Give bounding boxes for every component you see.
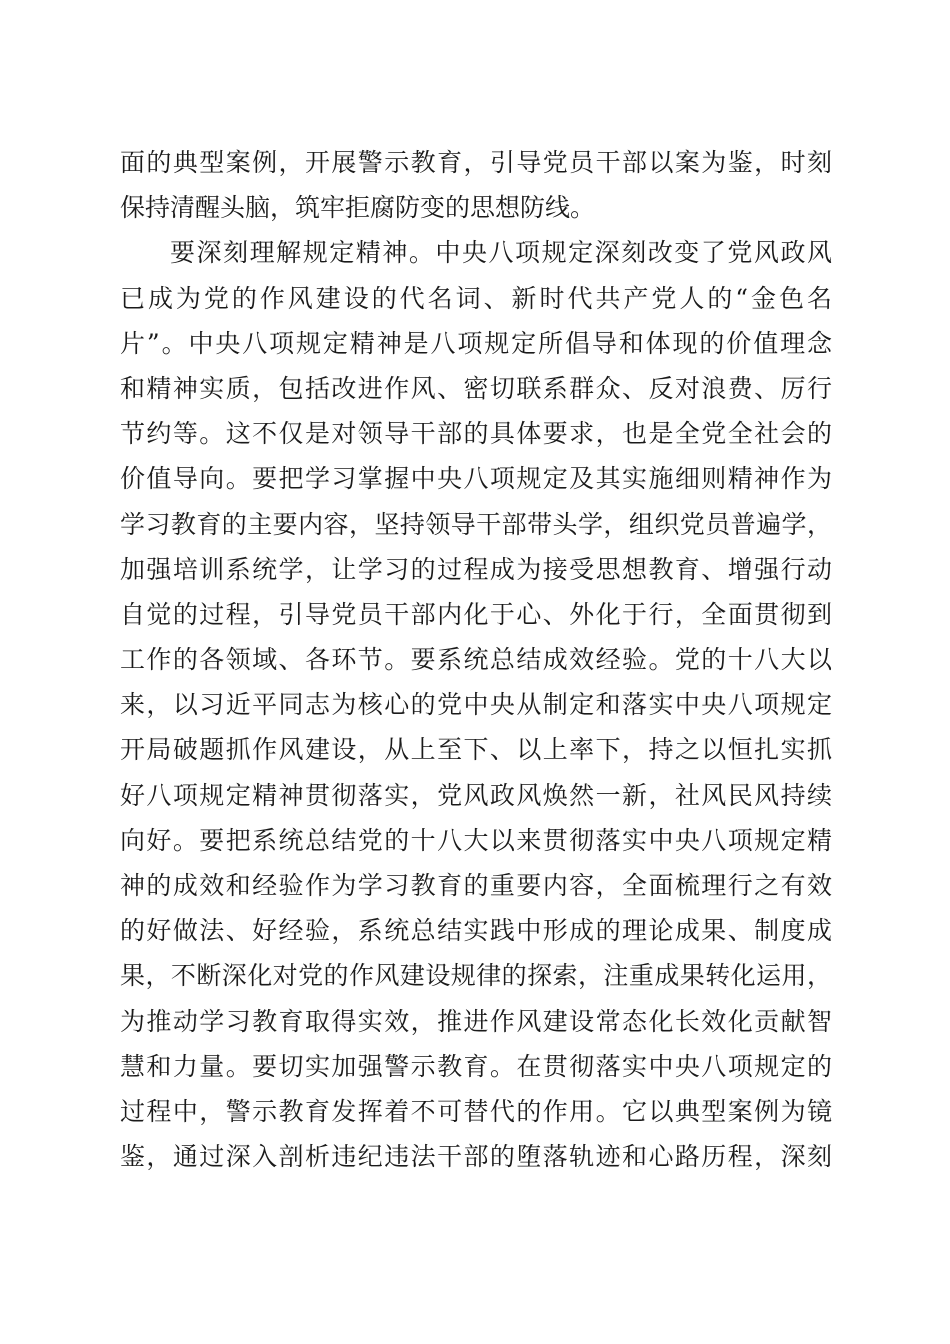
text-line: 保持清醒头脑，筑牢拒腐防变的思想防线。 bbox=[120, 193, 596, 223]
body-text bbox=[120, 140, 832, 1179]
text-line: 面的典型案例，开展警示教育，引导党员干部以案为鉴，时刻 bbox=[120, 148, 832, 177]
text-line: 果，不断深化对党的作风建设规律的探索，注重成果转化运用， bbox=[120, 961, 832, 991]
text-line: 工作的各领域、各环节。要系统总结成效经验。党的十八大以 bbox=[120, 645, 832, 675]
text-line: 已成为党的作风建设的代名词、新时代共产党人的“金色名 bbox=[120, 283, 832, 313]
text-line: 节约等。这不仅是对领导干部的具体要求，也是全党全社会的 bbox=[120, 419, 832, 449]
text-line: 过程中，警示教育发挥着不可替代的作用。它以典型案例为镜 bbox=[120, 1096, 832, 1126]
text-line: 加强培训系统学，让学习的过程成为接受思想教育、增强行动 bbox=[120, 554, 832, 584]
text-line: 鉴，通过深入剖析违纪违法干部的堕落轨迹和心路历程，深刻 bbox=[120, 1142, 832, 1172]
text-line: 来，以习近平同志为核心的党中央从制定和落实中央八项规定 bbox=[120, 690, 832, 720]
text-line: 片”。中央八项规定精神是八项规定所倡导和体现的价值理念 bbox=[120, 328, 832, 358]
text-line: 为推动学习教育取得实效，推进作风建设常态化长效化贡献智 bbox=[120, 1006, 832, 1036]
text-line: 要深刻理解规定精神。中央八项规定深刻改变了党风政风 bbox=[170, 238, 832, 268]
text-line: 神的成效和经验作为学习教育的重要内容，全面梳理行之有效 bbox=[120, 871, 832, 900]
text-line: 慧和力量。要切实加强警示教育。在贯彻落实中央八项规定的 bbox=[120, 1051, 832, 1081]
text-line: 自觉的过程，引导党员干部内化于心、外化于行，全面贯彻到 bbox=[120, 599, 832, 629]
text-line: 价值导向。要把学习掌握中央八项规定及其实施细则精神作为 bbox=[120, 464, 832, 494]
text-line: 向好。要把系统总结党的十八大以来贯彻落实中央八项规定精 bbox=[120, 825, 832, 855]
text-line: 和精神实质，包括改进作风、密切联系群众、反对浪费、厉行 bbox=[120, 373, 832, 403]
text-line: 好八项规定精神贯彻落实，党风政风焕然一新，社风民风持续 bbox=[120, 780, 832, 810]
text-line: 开局破题抓作风建设，从上至下、以上率下，持之以恒扎实抓 bbox=[120, 735, 832, 765]
text-line: 学习教育的主要内容，坚持领导干部带头学，组织党员普遍学， bbox=[120, 509, 832, 539]
text-line: 的好做法、好经验，系统总结实践中形成的理论成果、制度成 bbox=[120, 916, 832, 946]
